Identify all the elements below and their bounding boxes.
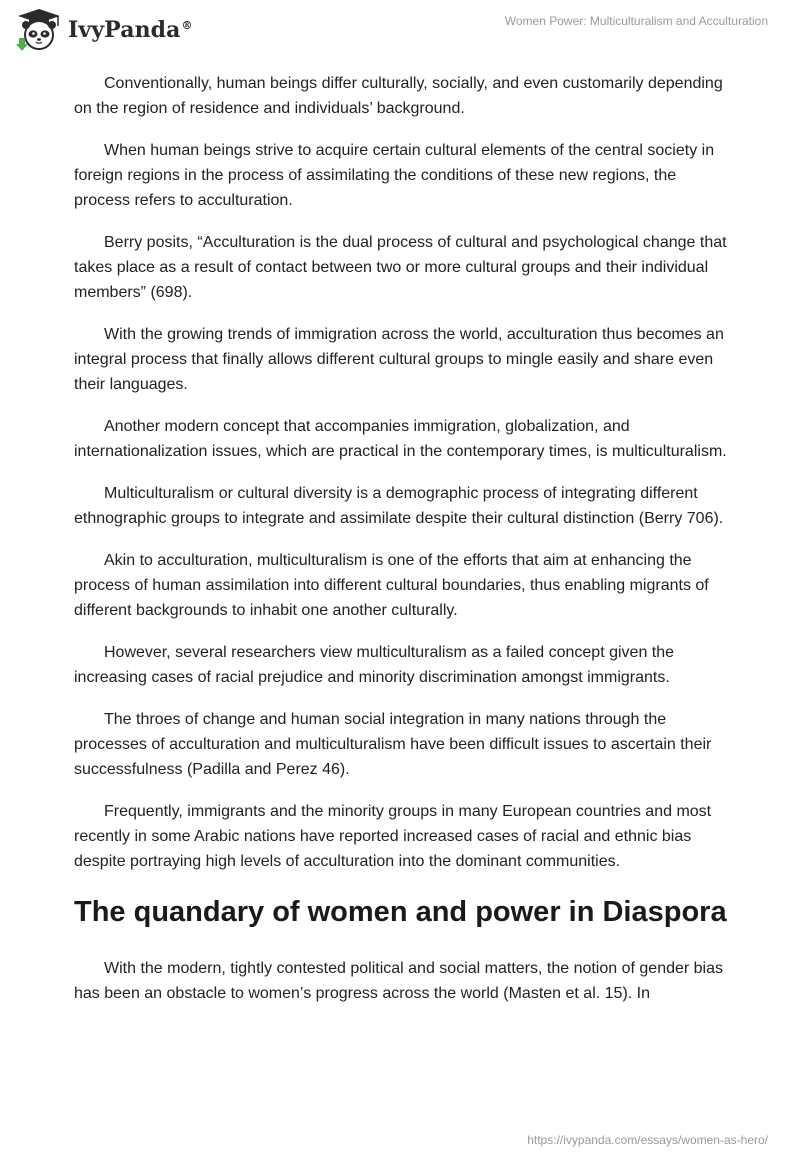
paragraph: Another modern concept that accompanies immigration, globalization, and internationalization issues, which are practical in the contemporary times, is multiculturalism. [74,418,727,460]
source-url[interactable]: https://ivypanda.com/essays/women-as-hero/ [527,1133,768,1147]
paragraph: Berry posits, “Acculturation is the dual process of cultural and psychological change that takes place as a result of contact between two or more cultural groups and their individual members” (698). [74,234,727,301]
paragraph: Frequently, immigrants and the minority groups in many European countries and most recently in some Arabic nations have reported increased cases of racial and ethnic bias despite portraying high levels of acculturation into the dominant communities. [74,803,712,870]
paragraph: With the growing trends of immigration across the world, acculturation thus becomes an integral process that finally allows different cultural groups to mingle easily and share even their languages. [74,326,724,393]
document-title: Women Power: Multiculturalism and Acculturation [504,14,768,28]
paragraph: When human beings strive to acquire certain cultural elements of the central society in foreign regions in the process of assimilating the conditions of these new regions, the process refers to acculturation. [74,142,715,209]
paragraph: Multiculturalism or cultural diversity is a demographic process of integrating different ethnographic groups to integrate and assimilate despite their cultural distinction (Berry 706). [74,485,724,527]
paragraph: Conventionally, human beings differ culturally, socially, and even customarily depending on the region of residence and individuals’ background. [74,75,723,117]
brand-name: IvyPanda® [68,17,193,43]
panda-graduate-icon [14,8,64,52]
page-header [0,0,800,64]
paragraph: With the modern, tightly contested political and social matters, the notion of gender bias has been an obstacle to women’s progress across the world (Masten et al. 15). In [74,960,724,1002]
registered-mark: ® [181,18,193,32]
paragraph: Akin to acculturation, multiculturalism is one of the efforts that aim at enhancing the process of human assimilation into different cultural boundaries, thus enabling migrants of different backgrounds to inhabit one another culturally. [74,552,709,619]
paragraph: The throes of change and human social integration in many nations through the processes of acculturation and multiculturalism have been difficult issues to ascertain their successfulness (Padilla and Perez 46). [74,711,712,778]
paragraph: However, several researchers view multiculturalism as a failed concept given the increasing cases of racial prejudice and minority discrimination amongst immigrants. [74,644,675,686]
brand-logo[interactable] [14,8,193,52]
essay-body [74,71,730,1023]
section-heading: The quandary of women and power in Diaspora [74,896,727,928]
